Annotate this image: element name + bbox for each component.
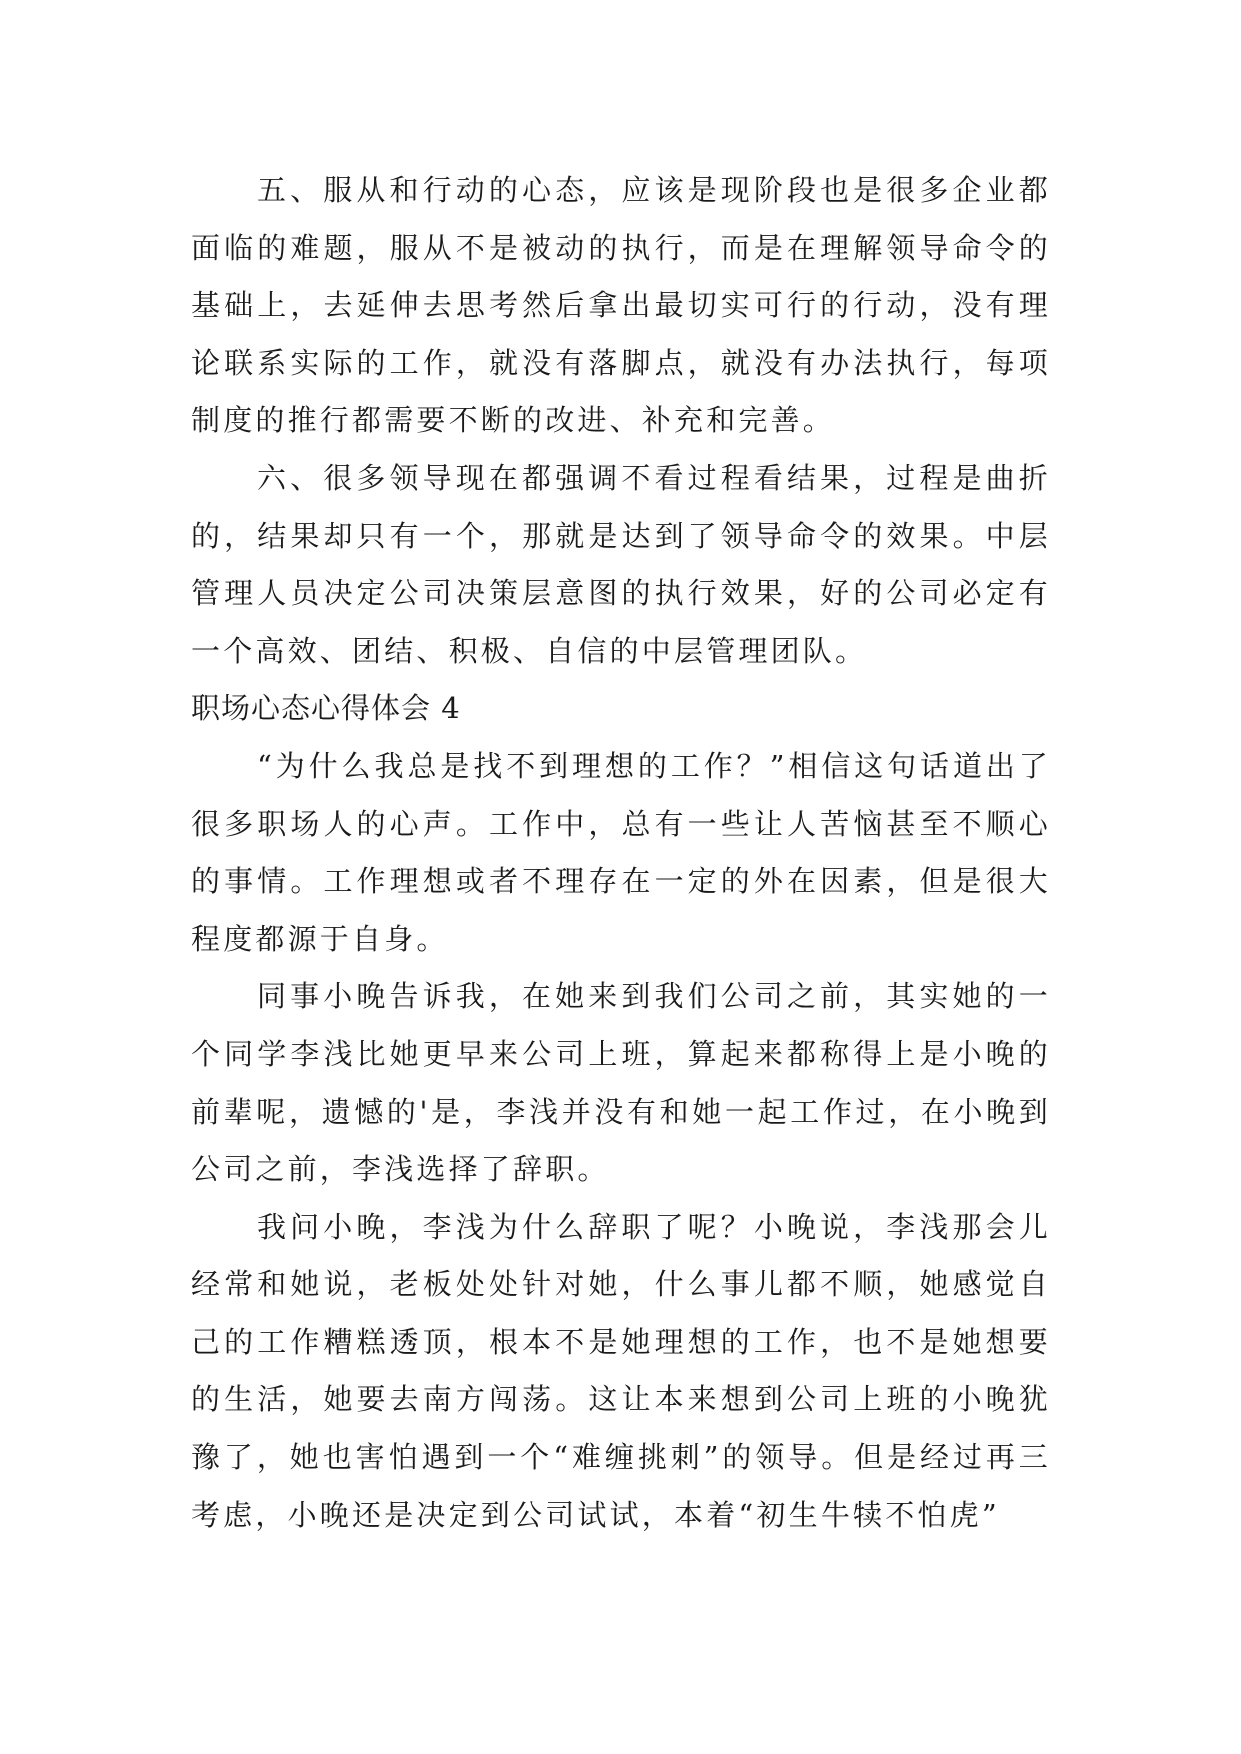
document-body (191, 162, 1051, 1544)
paragraph-intro-question: “为什么我总是找不到理想的工作？”相信这句话道出了很多职场人的心声。工作中，总有一些让人苦恼甚至不顺心的事情。工作理想或者不理存在一定的外在因素，但是很大程度都源于自身。 (191, 748, 1051, 956)
section-heading: 职场心态心得体会 4 (191, 691, 461, 726)
paragraph-point-five: 五、服从和行动的心态，应该是现阶段也是很多企业都面临的难题，服从不是被动的执行，而是在理解领导命令的基础上，去延伸去思考然后拿出最切实可行的行动，没有理论联系实际的工作，就没有落脚点，就没有办法执行，每项制度的推行都需要不断的改进、补充和完善。 (191, 173, 1051, 438)
paragraph-point-six: 六、很多领导现在都强调不看过程看结果，过程是曲折的，结果却只有一个，那就是达到了领导命令的效果。中层管理人员决定公司决策层意图的执行效果，好的公司必定有一个高效、团结、积极、自信的中层管理团队。 (191, 460, 1051, 668)
paragraph-colleague-story: 同事小晚告诉我，在她来到我们公司之前，其实她的一个同学李浅比她更早来公司上班，算起来都称得上是小晚的前辈呢，遗憾的'是，李浅并没有和她一起工作过，在小晚到公司之前，李浅选择了辞职。 (191, 979, 1051, 1187)
paragraph-resignation-reason: 我问小晚，李浅为什么辞职了呢？小晚说，李浅那会儿经常和她说，老板处处针对她，什么事儿都不顺，她感觉自己的工作糟糕透顶，根本不是她理想的工作，也不是她想要的生活，她要去南方闯荡。这让本来想到公司上班的小晚犹豫了，她也害怕遇到一个“难缠挑刺”的领导。但是经过再三考虑，小晚还是决定到公司试试，本着“初生牛犊不怕虎” (191, 1209, 1051, 1532)
